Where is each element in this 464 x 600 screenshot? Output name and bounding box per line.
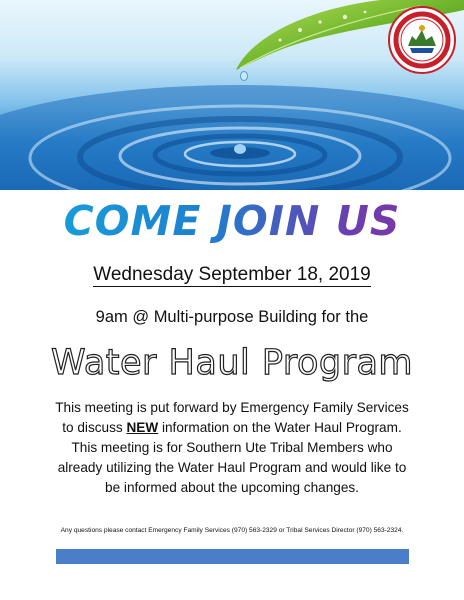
footer-color-bar — [56, 549, 409, 564]
description-line-5: be informed about the upcoming changes. — [105, 480, 359, 495]
come-join-us-heading: COME JOIN US — [0, 196, 464, 246]
description-line-3: This meeting is for Southern Ute Tribal Members who — [71, 440, 393, 455]
description-line-2-pre: to discuss — [62, 420, 127, 435]
description-line-2 — [20, 418, 444, 438]
meeting-description — [20, 398, 444, 498]
meeting-date — [0, 264, 464, 286]
tribal-seal-logo — [388, 6, 456, 74]
description-line-1: This meeting is put forward by Emergency Family Services — [55, 400, 409, 415]
description-line-4: already utilizing the Water Haul Program and would like to — [57, 460, 407, 475]
program-title: Water Haul Program — [50, 343, 414, 383]
meeting-date-text: Wednesday September 18, 2019 — [93, 264, 371, 285]
meeting-time-location: 9am @ Multi-purpose Building for the — [95, 308, 369, 326]
description-line-2-post: information on the Water Haul Program. — [158, 420, 402, 435]
contact-info: Any questions please contact Emergency Family Services (970) 563-2329 or Tribal Services Director (970) 563-2324. — [60, 527, 404, 534]
new-emphasis: NEW — [126, 420, 159, 435]
